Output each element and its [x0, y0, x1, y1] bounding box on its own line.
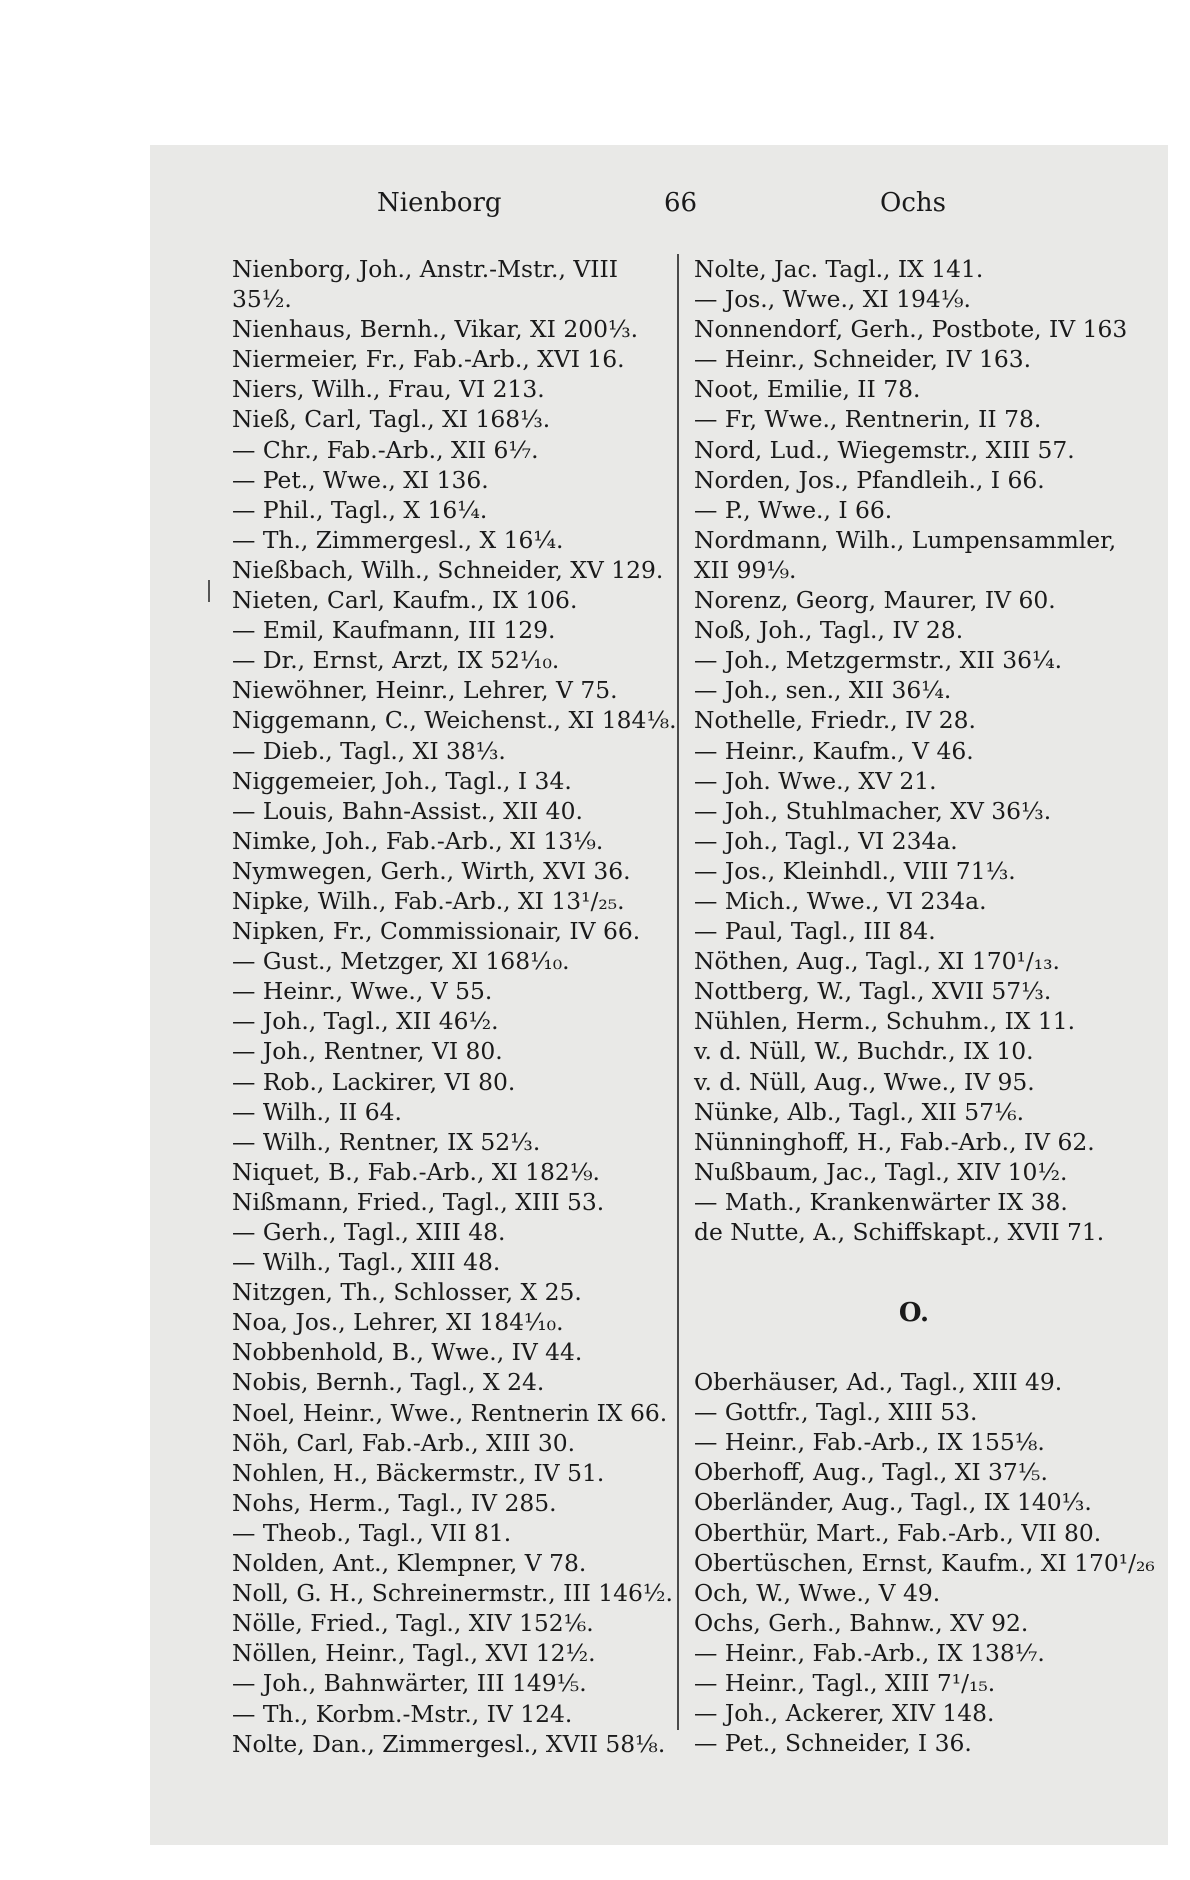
directory-entry: — Joh., Tagl., VI 234a. — [694, 826, 958, 855]
directory-entry: — Emil, Kaufmann, III 129. — [232, 616, 556, 645]
directory-entry: Nünke, Alb., Tagl., XII 57⅙. — [694, 1097, 1025, 1126]
directory-entry: — Joh., Stuhlmacher, XV 36⅓. — [694, 796, 1052, 825]
directory-entry: Norden, Jos., Pfandleih., I 66. — [694, 465, 1045, 494]
directory-entry: Niggemann, C., Weichenst., XI 184⅛. — [232, 706, 677, 735]
directory-entry: Nießbach, Wilh., Schneider, XV 129. — [232, 555, 664, 584]
directory-entry: Nothelle, Friedr., IV 28. — [694, 706, 976, 735]
directory-entry: Nölle, Fried., Tagl., XIV 152⅙. — [232, 1609, 594, 1638]
directory-entry: Niewöhner, Heinr., Lehrer, V 75. — [232, 676, 618, 705]
directory-entry: — Math., Krankenwärter IX 38. — [694, 1187, 1068, 1216]
directory-entry: — P., Wwe., I 66. — [694, 495, 893, 524]
directory-entry: — Heinr., Fab.-Arb., IX 155⅛. — [694, 1428, 1045, 1457]
directory-entry: Nobbenhold, B., Wwe., IV 44. — [232, 1338, 583, 1367]
directory-entry: — Heinr., Wwe., V 55. — [232, 977, 493, 1006]
directory-entry: — Heinr., Fab.-Arb., IX 138⅐. — [694, 1638, 1045, 1667]
directory-entry: Nipke, Wilh., Fab.-Arb., XI 13¹/₂₅. — [232, 886, 625, 915]
left-column — [232, 254, 677, 1759]
directory-entry: — Fr, Wwe., Rentnerin, II 78. — [694, 405, 1042, 434]
directory-entry: — Pet., Wwe., XI 136. — [232, 465, 489, 494]
directory-entry: Nöllen, Heinr., Tagl., XVI 12½. — [232, 1639, 596, 1668]
right-column-o-entries — [694, 1367, 1155, 1758]
directory-entry: XII 99⅑. — [694, 555, 797, 584]
directory-entry: — Heinr., Kaufm., V 46. — [694, 736, 974, 765]
directory-entry: Nymwegen, Gerh., Wirth, XVI 36. — [232, 856, 631, 885]
directory-entry: Nißmann, Fried., Tagl., XIII 53. — [232, 1187, 605, 1216]
directory-entry: — Th., Korbm.-Mstr., IV 124. — [232, 1699, 573, 1728]
directory-entry: — Jos., Kleinhdl., VIII 71⅓. — [694, 856, 1016, 885]
directory-entry: Nieten, Carl, Kaufm., IX 106. — [232, 586, 578, 615]
directory-entry: Nolte, Dan., Zimmergesl., XVII 58⅛. — [232, 1729, 666, 1758]
directory-entry: Nolte, Jac. Tagl., IX 141. — [694, 255, 984, 283]
margin-mark — [208, 580, 210, 602]
directory-entry: Norenz, Georg, Maurer, IV 60. — [694, 586, 1056, 615]
directory-entry: Noß, Joh., Tagl., IV 28. — [694, 616, 964, 645]
directory-entry: Nordmann, Wilh., Lumpensammler, — [694, 525, 1117, 554]
directory-entry: Oberthür, Mart., Fab.-Arb., VII 80. — [694, 1518, 1102, 1547]
directory-entry: — Gerh., Tagl., XIII 48. — [232, 1218, 506, 1246]
directory-entry: Nienborg, Joh., Anstr.-Mstr., VIII — [232, 255, 618, 283]
directory-entry: Nohs, Herm., Tagl., IV 285. — [232, 1488, 557, 1517]
directory-entry: — Joh., Tagl., XII 46½. — [232, 1007, 499, 1036]
directory-entry: Niggemeier, Joh., Tagl., I 34. — [232, 766, 572, 795]
directory-entry: Nimke, Joh., Fab.-Arb., XI 13⅑. — [232, 826, 604, 855]
section-letter-o: O. — [898, 1298, 930, 1329]
directory-entry: Nobis, Bernh., Tagl., X 24. — [232, 1368, 545, 1397]
directory-entry: — Louis, Bahn-Assist., XII 40. — [232, 796, 583, 825]
directory-entry: Nieß, Carl, Tagl., XI 168⅓. — [232, 405, 551, 434]
directory-entry: — Theob., Tagl., VII 81. — [232, 1518, 512, 1547]
directory-entry: 35½. — [232, 285, 292, 314]
directory-entry: Noel, Heinr., Wwe., Rentnerin IX 66. — [232, 1398, 668, 1427]
right-column-n-entries — [694, 254, 1134, 1247]
directory-entry: Noot, Emilie, II 78. — [694, 375, 921, 404]
directory-entry: Nord, Lud., Wiegemstr., XIII 57. — [694, 435, 1075, 464]
directory-entry: Nöthen, Aug., Tagl., XI 170¹/₁₃. — [694, 947, 1060, 976]
directory-entry: Oberhäuser, Ad., Tagl., XIII 49. — [694, 1368, 1063, 1397]
directory-entry: de Nutte, A., Schiffskapt., XVII 71. — [694, 1218, 1105, 1246]
directory-entry: — Gottfr., Tagl., XIII 53. — [694, 1398, 978, 1427]
directory-entry: — Joh., Metzgermstr., XII 36¼. — [694, 646, 1063, 675]
directory-entry: — Joh. Wwe., XV 21. — [694, 766, 937, 795]
directory-entry: Oberländer, Aug., Tagl., IX 140⅓. — [694, 1488, 1092, 1517]
directory-entry: — Joh., Bahnwärter, III 149⅕. — [232, 1669, 587, 1698]
directory-entry: v. d. Nüll, W., Buchdr., IX 10. — [694, 1037, 1034, 1066]
header-right-catchword: Ochs — [880, 188, 946, 218]
directory-entry: Niquet, B., Fab.-Arb., XI 182⅑. — [232, 1157, 600, 1186]
directory-entry: Noll, G. H., Schreinermstr., III 146½. — [232, 1579, 673, 1608]
directory-entry: — Joh., sen., XII 36¼. — [694, 676, 952, 705]
directory-entry: — Mich., Wwe., VI 234a. — [694, 886, 987, 915]
page-number: 66 — [664, 188, 698, 218]
directory-entry: — Joh., Rentner, VI 80. — [232, 1037, 503, 1066]
directory-entry: — Heinr., Tagl., XIII 7¹/₁₅. — [694, 1669, 996, 1698]
directory-entry: Och, W., Wwe., V 49. — [694, 1578, 941, 1607]
directory-entry: — Rob., Lackirer, VI 80. — [232, 1067, 516, 1096]
directory-entry: — Wilh., II 64. — [232, 1097, 402, 1126]
directory-entry: Niermeier, Fr., Fab.-Arb., XVI 16. — [232, 345, 625, 374]
directory-entry: — Dieb., Tagl., XI 38⅓. — [232, 736, 506, 765]
directory-entry: Niers, Wilh., Frau, VI 213. — [232, 375, 545, 404]
directory-entry: Ochs, Gerh., Bahnw., XV 92. — [694, 1608, 1029, 1637]
directory-entry: — Pet., Schneider, I 36. — [694, 1729, 972, 1758]
directory-entry: Nottberg, W., Tagl., XVII 57⅓. — [694, 977, 1052, 1006]
directory-entry: — Gust., Metzger, XI 168⅒. — [232, 947, 570, 976]
directory-entry: Nöh, Carl, Fab.-Arb., XIII 30. — [232, 1428, 576, 1457]
directory-entry: Nienhaus, Bernh., Vikar, XI 200⅓. — [232, 315, 639, 344]
directory-entry: — Joh., Ackerer, XIV 148. — [694, 1699, 995, 1728]
directory-entry: — Wilh., Rentner, IX 52⅓. — [232, 1127, 541, 1156]
directory-entry: — Chr., Fab.-Arb., XII 6⅐. — [232, 435, 539, 464]
directory-entry: — Heinr., Schneider, IV 163. — [694, 345, 1032, 374]
directory-entry: — Dr., Ernst, Arzt, IX 52⅒. — [232, 646, 560, 675]
directory-entry: Nipken, Fr., Commissionair, IV 66. — [232, 917, 641, 946]
directory-entry: Nohlen, H., Bäckermstr., IV 51. — [232, 1458, 605, 1487]
directory-entry: Obertüschen, Ernst, Kaufm., XI 170¹/₂₆ — [694, 1548, 1155, 1577]
directory-entry: Nitzgen, Th., Schlosser, X 25. — [232, 1278, 582, 1307]
directory-entry: Noa, Jos., Lehrer, XI 184⅒. — [232, 1308, 564, 1337]
directory-entry: Nühlen, Herm., Schuhm., IX 11. — [694, 1007, 1076, 1036]
directory-entry: Nolden, Ant., Klempner, V 78. — [232, 1549, 587, 1578]
directory-entry: — Wilh., Tagl., XIII 48. — [232, 1248, 501, 1277]
column-divider — [677, 254, 679, 1730]
directory-entry: — Phil., Tagl., X 16¼. — [232, 495, 488, 524]
header-left-catchword: Nienborg — [377, 188, 502, 218]
directory-entry: Oberhoff, Aug., Tagl., XI 37⅕. — [694, 1458, 1048, 1487]
directory-entry: v. d. Nüll, Aug., Wwe., IV 95. — [694, 1067, 1035, 1096]
directory-entry: Nünninghoff, H., Fab.-Arb., IV 62. — [694, 1127, 1095, 1156]
directory-entry: Nonnendorf, Gerh., Postbote, IV 163 — [694, 315, 1128, 344]
right-column — [694, 254, 1155, 1758]
directory-entry: — Th., Zimmergesl., X 16¼. — [232, 525, 564, 554]
page-header — [232, 188, 952, 228]
directory-entry: — Paul, Tagl., III 84. — [694, 917, 936, 946]
directory-entry: — Jos., Wwe., XI 194⅑. — [694, 285, 971, 314]
directory-entry: Nußbaum, Jac., Tagl., XIV 10½. — [694, 1157, 1068, 1186]
